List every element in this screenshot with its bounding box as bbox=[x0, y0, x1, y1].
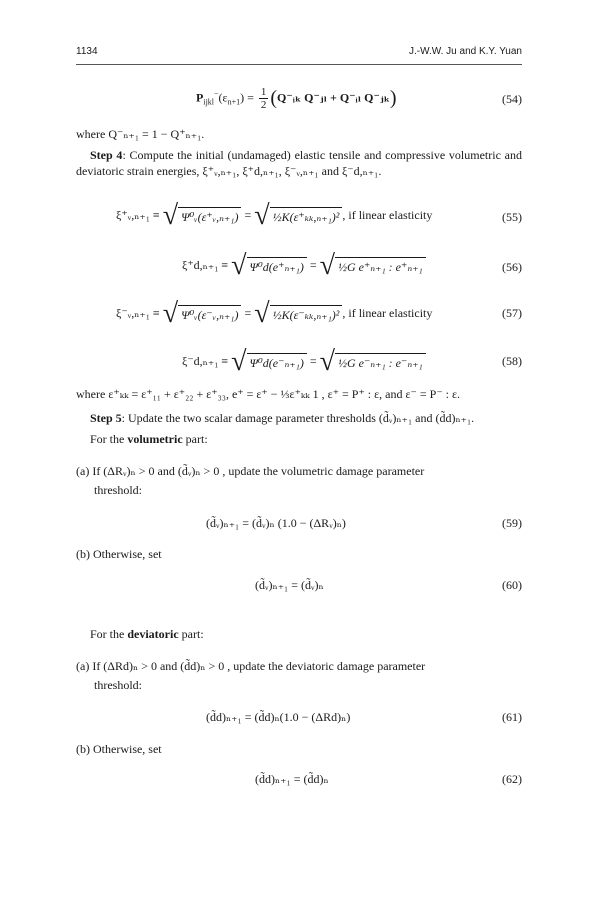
eq54-arg-sub: n+1 bbox=[227, 97, 241, 107]
vol-intro-pre: For the bbox=[90, 432, 128, 446]
eq55-rhs-inner: ½K(ε⁺ₖₖ,ₙ₊₁)² bbox=[272, 210, 340, 224]
eq57-rhs-inner: ½K(ε⁻ₖₖ,ₙ₊₁)² bbox=[272, 308, 340, 322]
eq54-number: (54) bbox=[502, 92, 522, 106]
vol-intro-bold: volumetric bbox=[127, 432, 183, 446]
step4-text: : Compute the initial (undamaged) elastic tensile and compressive volumetric and deviatoric strain energies, ξ⁺ᵥ,ₙ₊₁, ξ⁺d,ₙ₊₁, ξ⁻ᵥ,ₙ₊₁ and ξ⁻d,ₙ₊₁. bbox=[76, 148, 522, 178]
eq57-condition: , if linear elasticity bbox=[342, 305, 433, 320]
eq58-rhs-inner: ½G e⁻ₙ₊₁ : e⁻ₙ₊₁ bbox=[337, 356, 423, 370]
eq55-lhs: ξ⁺ᵥ,ₙ₊₁ ≡ bbox=[116, 207, 160, 222]
eq62-number: (62) bbox=[502, 772, 522, 786]
running-head-authors: J.-W.W. Ju and K.Y. Yuan bbox=[408, 46, 522, 57]
equation-61: (d̃d)ₙ₊₁ = (d̃d)ₙ(1.0 − (ΔRd)ₙ) bbox=[206, 710, 351, 724]
eq55-number: (55) bbox=[502, 210, 522, 224]
equation-59: (d̃ᵥ)ₙ₊₁ = (d̃ᵥ)ₙ (1.0 − (ΔRᵥ)ₙ) bbox=[206, 516, 346, 530]
eq54-frac-den: 2 bbox=[260, 99, 267, 111]
deviatoric-case-a: (a) If (ΔRd)ₙ > 0 and (d̃d)ₙ > 0 , update the deviatoric damage parameter bbox=[76, 659, 426, 673]
volumetric-case-a-cont: threshold: bbox=[94, 483, 142, 497]
where-q-line: where Q⁻ₙ₊₁ = 1 − Q⁺ₙ₊₁. bbox=[76, 127, 205, 141]
step4-paragraph bbox=[76, 147, 522, 179]
eq56-lhs: ξ⁺d,ₙ₊₁ ≡ bbox=[182, 257, 229, 272]
eq56-inner: Ψ⁰d(e⁺ₙ₊₁) bbox=[249, 260, 304, 274]
eq57-inner: Ψ⁰ᵥ(ε⁻ᵥ,ₙ₊₁) bbox=[181, 308, 239, 322]
eq58-inner: Ψ⁰d(e⁻ₙ₊₁) bbox=[249, 356, 304, 370]
eq55-condition: , if linear elasticity bbox=[342, 207, 433, 222]
header-rule bbox=[76, 64, 522, 65]
deviatoric-case-b: (b) Otherwise, set bbox=[76, 742, 162, 756]
eq54-body: Q⁻ᵢₖ Q⁻ⱼₗ + Q⁻ᵢₗ Q⁻ⱼₖ bbox=[277, 90, 390, 105]
dev-intro-pre: For the bbox=[90, 627, 128, 641]
eq60-number: (60) bbox=[502, 578, 522, 592]
eq55-inner: Ψ⁰ᵥ(ε⁺ᵥ,ₙ₊₁) bbox=[181, 210, 239, 224]
volumetric-case-b: (b) Otherwise, set bbox=[76, 547, 162, 561]
dev-intro-bold: deviatoric bbox=[127, 627, 179, 641]
equation-62: (d̃d)ₙ₊₁ = (d̃d)ₙ bbox=[255, 772, 329, 786]
eq54-lhs: P bbox=[196, 90, 204, 105]
step5-paragraph bbox=[90, 410, 474, 426]
eq58-number: (58) bbox=[502, 354, 522, 368]
dev-intro-post: part: bbox=[178, 627, 204, 641]
eq57-lhs: ξ⁻ᵥ,ₙ₊₁ ≡ bbox=[116, 305, 160, 320]
page-number: 1134 bbox=[76, 46, 98, 57]
eq54-lhs-sub: ijkl bbox=[203, 97, 215, 107]
where-definitions-line: where ε⁺ₖₖ = ε⁺₁₁ + ε⁺₂₂ + ε⁺₃₃, e⁺ = ε⁺ − ⅓ε⁺ₖₖ 1 , ε⁺ = P⁺ : ε, and ε⁻ = P⁻ : ε. bbox=[76, 387, 461, 401]
vol-intro-post: part: bbox=[182, 432, 208, 446]
volumetric-case-a: (a) If (ΔRᵥ)ₙ > 0 and (d̃ᵥ)ₙ > 0 , update the volumetric damage parameter bbox=[76, 464, 425, 478]
equation-54: $P_{ijkl}^-(\varepsilon_{n+1})$ = $\frac{1}{2}$ (Q⁻ᵢₖ Q⁻ⱼₗ + Q⁻ᵢₗ Q⁻ⱼₖ) bbox=[196, 86, 397, 111]
eq54-arg-close: ) = bbox=[240, 90, 254, 105]
step4-label: Step 4 bbox=[90, 148, 123, 162]
step5-label: Step 5 bbox=[90, 411, 122, 425]
eq54-fraction bbox=[259, 86, 269, 111]
volumetric-intro bbox=[90, 431, 208, 447]
eq54-arg: (ε bbox=[218, 90, 228, 105]
eq61-number: (61) bbox=[502, 710, 522, 724]
eq58-lhs: ξ⁻d,ₙ₊₁ ≡ bbox=[182, 353, 229, 368]
equation-57: ξ⁻ᵥ,ₙ₊₁ ≡ √ Ψ⁰ᵥ(ε⁻ᵥ,ₙ₊₁) = √ ½K(ε⁻ₖₖ,ₙ₊₁)² , if linear elasticity bbox=[116, 298, 433, 329]
eq59-number: (59) bbox=[502, 516, 522, 530]
eq54-frac-num: 1 bbox=[260, 86, 267, 98]
eq56-number: (56) bbox=[502, 260, 522, 274]
step5-text: : Update the two scalar damage parameter thresholds (d̃ᵥ)ₙ₊₁ and (d̃d)ₙ₊₁. bbox=[121, 411, 475, 425]
running-header bbox=[76, 46, 522, 60]
deviatoric-case-a-cont: threshold: bbox=[94, 678, 142, 692]
equation-55: ξ⁺ᵥ,ₙ₊₁ ≡ √ Ψ⁰ᵥ(ε⁺ᵥ,ₙ₊₁) = √ ½K(ε⁺ₖₖ,ₙ₊₁)² , if linear elasticity bbox=[116, 200, 433, 231]
eq56-rhs-inner: ½G e⁺ₙ₊₁ : e⁺ₙ₊₁ bbox=[337, 260, 423, 274]
equation-60: (d̃ᵥ)ₙ₊₁ = (d̃ᵥ)ₙ bbox=[255, 578, 324, 592]
deviatoric-intro bbox=[90, 626, 204, 642]
eq54-lhs-sup: − bbox=[214, 89, 219, 99]
equation-58: ξ⁻d,ₙ₊₁ ≡ √ Ψ⁰d(e⁻ₙ₊₁) = √ ½G e⁻ₙ₊₁ : e⁻ₙ₊₁ bbox=[182, 346, 426, 378]
equation-56: ξ⁺d,ₙ₊₁ ≡ √ Ψ⁰d(e⁺ₙ₊₁) = √ ½G e⁺ₙ₊₁ : e⁺ₙ₊₁ bbox=[182, 250, 426, 282]
eq57-number: (57) bbox=[502, 306, 522, 320]
